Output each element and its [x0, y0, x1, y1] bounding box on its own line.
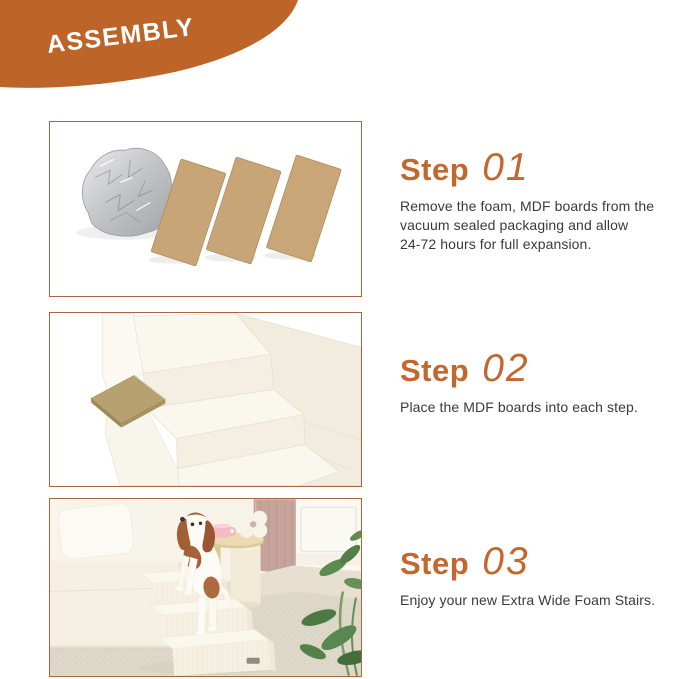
step1-heading-number: 01 — [482, 146, 530, 189]
flower-cushion-decor — [239, 511, 267, 538]
step3-illustration — [50, 499, 361, 676]
step3-description — [400, 591, 679, 610]
step1-heading-word: Step — [400, 152, 470, 187]
step1-heading — [400, 146, 679, 190]
step3-image-panel — [49, 498, 362, 677]
step1-image-panel — [49, 121, 362, 297]
step1-line-2: vacuum sealed packaging and allow — [400, 217, 629, 233]
step3-heading-word: Step — [400, 546, 470, 581]
sofa-pillow-left — [58, 503, 135, 560]
step2-image-panel — [49, 312, 362, 487]
step1-line-1: Remove the foam, MDF boards from the — [400, 198, 655, 214]
step2-heading-number: 02 — [482, 347, 530, 390]
step2-heading — [400, 347, 679, 391]
step3-heading-number: 03 — [482, 540, 530, 583]
step1-text — [400, 146, 679, 254]
step3-heading — [400, 540, 679, 584]
step2-heading-word: Step — [400, 353, 470, 388]
step3-line-1: Enjoy your new Extra Wide Foam Stairs. — [400, 592, 656, 608]
step2-text — [400, 347, 679, 417]
step2-line-1: Place the MDF boards into each step. — [400, 399, 638, 415]
step2-illustration — [50, 313, 361, 486]
assembly-banner — [0, 0, 322, 100]
step1-description — [400, 197, 679, 254]
vacuum-sealed-foam-pack — [82, 148, 172, 236]
step1-illustration — [50, 122, 361, 296]
brand-tag — [247, 658, 260, 664]
step3-text — [400, 540, 679, 610]
dog-nose — [180, 517, 185, 522]
step2-description — [400, 398, 679, 417]
banner-title: ASSEMBLY — [45, 12, 197, 59]
step1-line-3: 24-72 hours for full expansion. — [400, 236, 592, 252]
